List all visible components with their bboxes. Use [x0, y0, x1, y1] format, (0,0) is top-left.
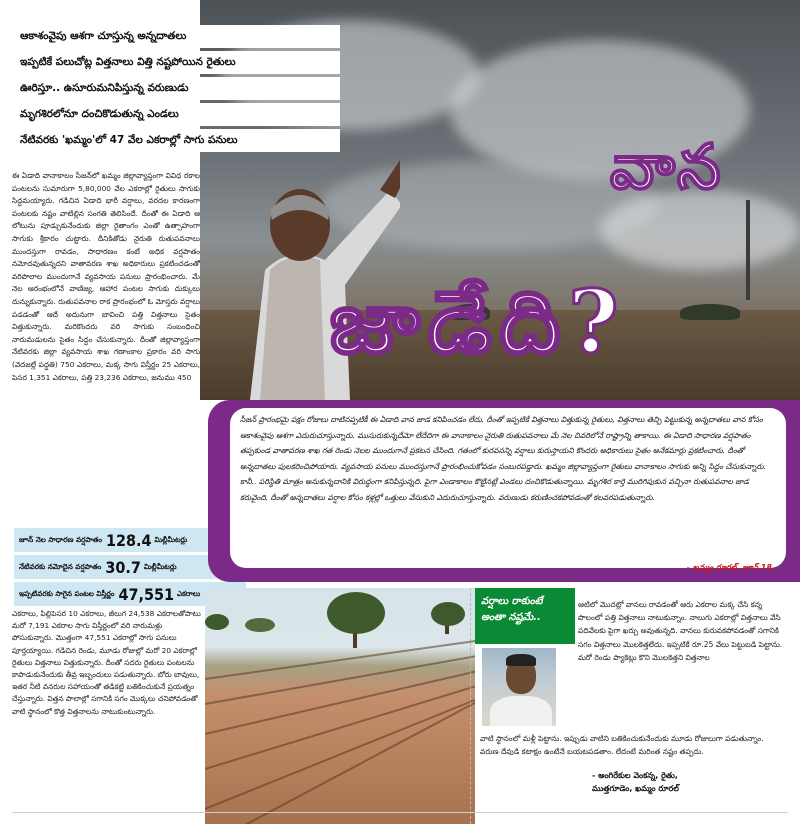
- headline-banner: [14, 25, 340, 155]
- stat-label: జూన్ నెల సాధారణ వర్షపాతం: [19, 534, 102, 544]
- stat-label: ఇప్పటివరకు సాగైన పంటల విస్తీర్ణం: [19, 588, 115, 598]
- quote-heading: వర్షాలు రాకుంటే అంతా నష్టమే..: [475, 588, 575, 644]
- article-column-left-continued: ఎకరాలు, పిల్లిపెసర 10 ఎకరాలు, జీలుగ 24,538 ఎకరాలతోపాటు మరో 7,191 ఎకరాల సాగు విస్తీర్ణంలో వరి నారుమళ్లు పోసుకున్నారు. మొత్తంగా 47,551 ఎకరాల్లో సాగు పనులు పూర్తయ్యాయి. గడిచిన రెండు, మూడు రోజుల్లో మరో 20 ఎకరాల్లో రైతులు విత్తనాలు విత్తుకున్నారు. దీంతో సదరు రైతులు పంటలను కాపాడుకునేందుకు తీవ్ర ఇబ్బందులు పడుతున్నారు. బోరు బావులు, ఇతర నీటి వనరుల సహాయంతో తడికట్టి బతికించుకునే ప్రయత్నం చేస్తున్నారు. విత్తన పాలాల్లో సగానికి సగం మొక్కలు చనిపోవడంతో వాటి స్థానంలో కొత్త విత్తనాలను నాటుకుంటున్నారు.: [12, 609, 201, 716]
- farmer-portrait: [480, 646, 558, 728]
- dateline: - ఖమ్మం రూరల్, జూన్ 18: [686, 563, 772, 572]
- field-photo: [205, 588, 475, 824]
- summary-box: [208, 400, 800, 582]
- page-title-top: వాన: [610, 130, 725, 203]
- headline-line: ఆకాశంవైపు ఆశగా చూస్తున్న అన్నదాతలు: [14, 25, 340, 48]
- stat-value: 128.4: [105, 530, 152, 550]
- summary-text: సీజన్ ప్రారంభమై పక్షం రోజులు దాటినప్పటికీ ఈ ఏడాది వాన జాడ కనిపించడం లేదు. దీంతో ఇప్పటికే విత్తనాలు విత్తుకున్న రైతులు, విత్తనాలు తెచ్చి పెట్టుకున్న అన్నదాతలు వాన కోసం ఆకాశంవైపు ఆశగా ఎదురుచూస్తున్నారు. ముసురుకున్నదేమో లేదేదిగా ఈ వానాకాలం నైరుతి రుతుపవనాలు మే నెల చివరిలోనే రాష్ట్రాన్ని తాకాయి. ఈ ఏడాది సాధారణ వర్షపాతం తప్పకుండ వాతావరణ శాఖ గత రెండు నెలల ముందుగానే ప్రకటన చేసింది. గతంలో కురవనన్ని వర్షాలు కురుస్తాయని కొందరు అధికారులు సైతం అనేకమార్లు ప్రకటించారు. దీంతో అన్నదాతలు పులకరించిపోయారు. వ్యవసాయ పనులు ముందస్తుగానే ప్రారంభించుకోవడం సంబురపడ్డారు. ఖమ్మం జిల్లావ్యాప్తంగా రైతులు వానాకాలం సాగుకు అన్ని సిద్ధం చేసుకున్నారు. కానీ.. పరిస్థితి మాత్రం అనుకున్నదానికి విరుద్ధంగా కనిపిస్తున్నది. పైగా ఎండాకాలం కొట్టినట్లే ఎండలు దంచికొడుతున్నాయి. మృగశిర కార్తె మురిగిపుకున వచ్చినా రుతుపవనాల జాడ కరువైంది. దీంతో అన్నదాతలు వర్షాల కోసం కళ్లల్లో ఒత్తులు వేసుకుని ఎదురుచూస్తున్నారు. వరుణుడు కరుణించకపోవడంతో కలవరపడుతున్నారు.: [230, 408, 786, 568]
- stat-value: 47,551: [118, 584, 174, 604]
- stat-value: 30.7: [105, 557, 141, 577]
- headline-line: నేటివరకు 'ఖమ్మం'లో 47 వేల ఎకరాల్లో సాగు పనులు: [14, 129, 340, 152]
- stat-unit: ఎకరాలు: [177, 588, 201, 598]
- quote-text: ఆటిలో మొదట్లో వానలు రావడంతో ఆరు ఎకరాల మక్క చేసి కన్న పొలంలో పత్తి విత్తనాలు నాటుకున్నాం. నాలుగు ఎకరాల్లో విత్తనాలు వేసి పదివేలకు పైగా ఖర్చు అవుతున్నది. వానలు కురువకపోవడంతో సగానికి సగం విత్తనాలు మొలకెత్తలేదు. ఇప్పటికే రూ.25 వేలు పెట్టుబడి పెట్టాను. మరో రెండు ప్యాకెట్లు కొని మొలకెత్తని విత్తనాల: [578, 600, 783, 662]
- quote-signature-name: - అంగిరేకుల వెంకన్న, రైతు,: [592, 771, 678, 780]
- stat-unit: మిల్లీమీటర్లు: [143, 561, 177, 571]
- stat-label: నేటివరకు నమోదైన వర్షపాతం: [19, 561, 102, 571]
- quote-signature: [592, 770, 782, 795]
- headline-line: మృగశిరలోనూ దంచికొడుతున్న ఎండలు: [14, 103, 340, 126]
- page-title-bottom: జాడేది?: [330, 272, 627, 373]
- column-divider: [470, 588, 471, 824]
- quote-signature-place: ముత్తగూడెం, ఖమ్మం రూరల్: [592, 783, 679, 793]
- bottom-rule: [12, 812, 788, 813]
- quote-text-continued: వాటి స్థానంలో మళ్లీ పెట్టాను. ఇప్పుడు వాటిని బతికించుకునేందుకు మూడు రోజులుగా పడుతున్నాం. వరుణ దేవుడి కటాక్షం ఉంటేనే బయటపడతాం. లేదంటే మరింత నష్టం తప్పదు.: [480, 734, 764, 757]
- headline-line: ఊరిస్తూ.. ఉసూరుమనిపిస్తున్న వరుణుడు: [14, 77, 340, 100]
- stat-unit: మిల్లీమీటర్లు: [154, 534, 188, 544]
- article-column-left: ఈ ఏడాది వానాకాలం సీజన్‌లో ఖమ్మం జిల్లావ్యాప్తంగా వివిధ రకాల పంటలను సుమారుగా 5,80,000 వేల ఎకరాల్లో రైతులు సాగుకు సిద్ధమయ్యారు. గడిచిన ఏడాది భారీ వర్షాలు, వరదల కారణంగా పంటలకు నష్టం వాటిల్లిన సంగతి తెలిసిందే. దీంతో ఈ ఏడాది ఆ లోటును పూడ్చుకునేందుకు జిల్లా రైతాంగం ఎంతో ఉత్సాహంగా సాగుకు శ్రీకారం చుట్టారు. దీనికితోడు నైరుతి రుతుపవనాలు ముందస్తుగా రావడం, సాధారణం కంటే అధిక వర్షపాతం నమోదవుతున్నదని వాతావరణ శాఖ అధికారులు ప్రకటించడంతో వరిపొలాల ముందుగానే వ్యవసాయ పనులు ప్రారంభించారు. మే నెల ఆరంభంలోనే వాణిజ్య, ఆహార పంటల సాగుకు దుక్కులు దున్నుకున్నారు. రుతుపవనాల రాక ప్రారంభంలో ఓ మోస్తరు వర్షాలు పడడంతో ఆదే అదునుగా బావించి పత్తి విత్తనాలు సైతం విత్తుకున్నారు. మరికొందరు వరి సాగుకు సంబంధించి నారుమడులను సైతం సిద్ధం చేసుకున్నారు. దీంతో జిల్లావ్యాప్తంగా నేటివరకు జిల్లా వ్యవసాయ శాఖ గణాంకాల ప్రకారం వరి సాగు (వెదజల్లే పద్ధతి) 750 ఎకరాలు, మక్క సాగు విస్తీర్ణం 25 ఎకరాలు, పెసర 1,351 ఎకరాలు, పత్తి 23,236 ఎకరాలు, జనుము 450: [12, 171, 200, 382]
- headline-line: ఇప్పటికే పలుచోట్ల విత్తనాలు విత్తి నష్టపోయిన రైతులు: [14, 51, 340, 74]
- electric-pole: [746, 200, 750, 300]
